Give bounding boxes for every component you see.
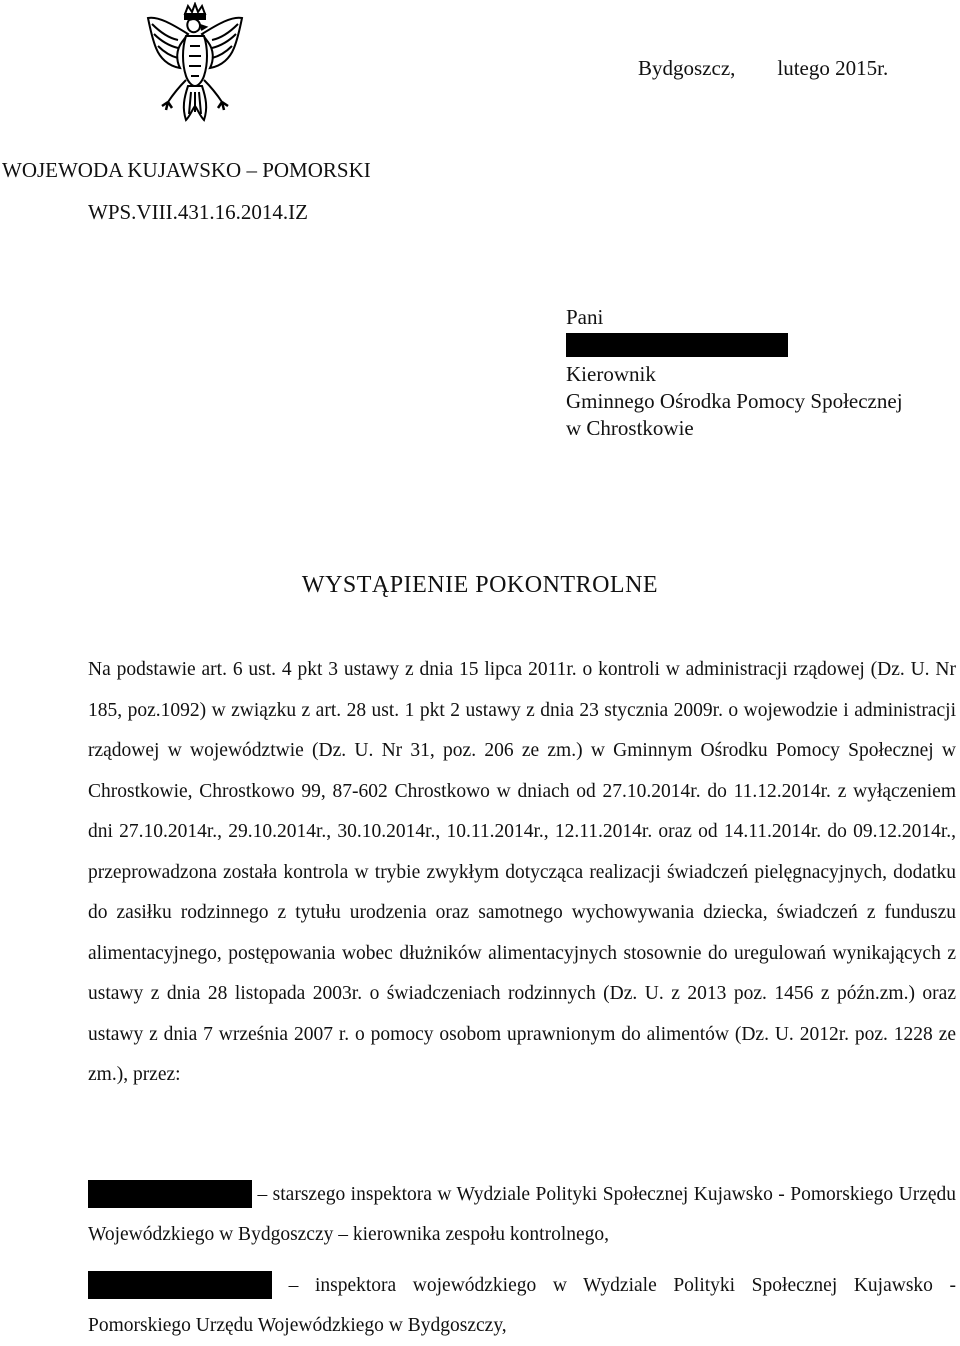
recipient-salutation: Pani <box>566 305 604 329</box>
document-date: Bydgoszcz, lutego 2015r. <box>638 56 889 80</box>
redacted-name <box>88 1180 252 1208</box>
case-number: WPS.VIII.431.16.2014.IZ <box>88 200 308 224</box>
inspector-description: – starszego inspektora w Wydziale Polityki Społecznej Kujawsko - Pomorskiego Urzędu Wojewódzkiego w Bydgoszczy – kierownika zespołu kontrolnego, <box>88 1184 956 1245</box>
inspector-entry <box>88 1175 956 1255</box>
redacted-name <box>566 333 788 357</box>
redacted-name <box>88 1271 272 1299</box>
recipient-institution: Gminnego Ośrodka Pomocy Społecznej <box>566 389 903 413</box>
document-title: WYSTĄPIENIE POKONTROLNE <box>301 572 659 598</box>
body-text: Na podstawie art. 6 ust. 4 pkt 3 ustawy z dnia 15 lipca 2011r. o kontroli w administracji rządowej (Dz. U. Nr 185, poz.1092) w związku z art. 28 ust. 1 pkt 2 ustawy z dnia 23 stycznia 2009r. o wojewodzie i administracji rządowej w województwie (Dz. U. Nr 31, poz. 206 ze zm.) w Gminnym Ośrodku Pomocy Społecznej w Chrostkowie, Chrostkowo 99, 87-602 Chrostkowo w dniach od 27.10.2014r. do 11.12.2014r. z wyłączeniem dni 27.10.2014r., 29.10.2014r., 30.10.2014r., 10.11.2014r., 12.11.2014r. oraz od 14.11.2014r. do 09.12.2014r., przeprowadzona została kontrola w trybie zwykłym dotycząca realizacji świadczeń pielęgnacyjnych, dodatku do zasiłku rodzinnego z tytułu urodzenia oraz samotnego wychowywania dziecka, świadczeń z funduszu alimentacyjnego, postępowania wobec dłużników alimentacyjnych stosownie do uregulowań wynikających z ustawy z dnia 28 listopada 2003r. o świadczeniach rodzinnych (Dz. U. z 2013 poz. 1456 z późn.zm.) oraz ustawy z dnia 7 września 2007 r. o pomocy osobom uprawnionym do alimentów (Dz. U. 2012r. poz. 1228 ze zm.), przez: <box>88 659 956 1085</box>
inspector-description: – inspektora wojewódzkiego w Wydziale Polityki Społecznej Kujawsko - Pomorskiego Urzędu Wojewódzkiego w Bydgoszczy, <box>88 1275 957 1336</box>
issuing-authority: WOJEWODA KUJAWSKO – POMORSKI <box>2 158 371 182</box>
recipient-block <box>566 304 903 442</box>
recipient-location: w Chrostkowie <box>566 416 694 440</box>
polish-eagle-emblem-icon <box>142 2 248 126</box>
inspector-entry <box>88 1266 956 1346</box>
recipient-position: Kierownik <box>566 362 656 386</box>
body-paragraph <box>88 650 956 1096</box>
